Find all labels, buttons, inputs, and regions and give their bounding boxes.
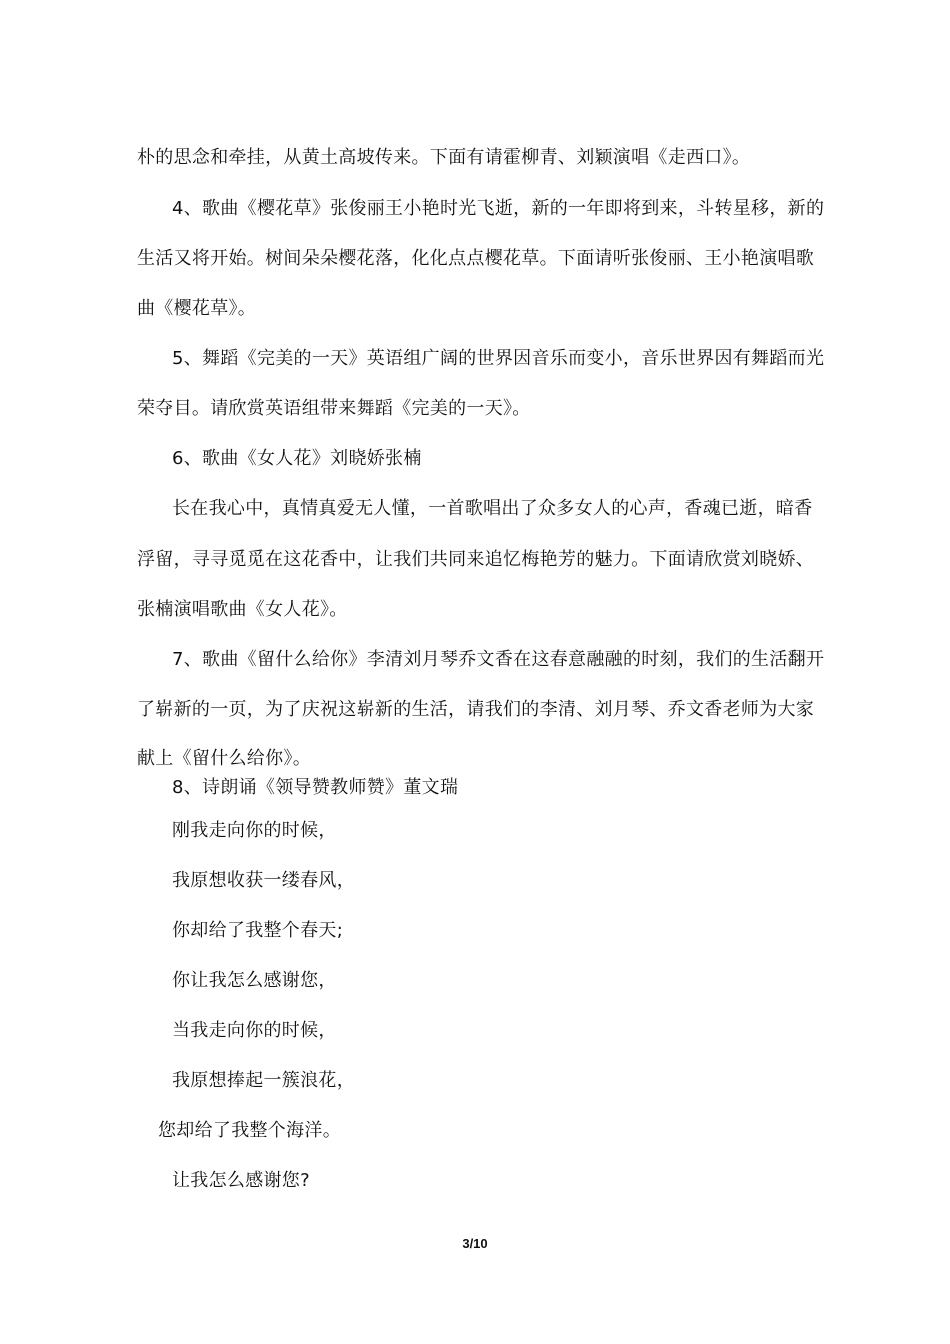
text-line: 朴的思念和牵挂，从黄土高坡传来。下面有请霍柳青、刘颖演唱《走西口》。 [137,147,751,168]
text-line: 你让我怎么感谢您， [172,970,337,991]
text-line: 张楠演唱歌曲《女人花》。 [137,599,348,620]
text-line: 您却给了我整个海洋。 [158,1120,341,1141]
text-line: 我原想收获一缕春风， [172,870,355,891]
text-line: 让我怎么感谢您? [172,1170,310,1191]
text-line: 6、歌曲《女人花》刘晓娇张楠 [172,448,422,469]
text-line: 4、歌曲《樱花草》张俊丽王小艳时光飞逝，新的一年即将到来，斗转星移，新的 [172,198,825,219]
text-line: 了崭新的一页，为了庆祝这崭新的生活，请我们的李清、刘月琴、乔文香老师为大家 [137,699,815,720]
text-line: 曲《樱花草》。 [137,298,257,319]
text-line: 我原想捧起一簇浪花， [172,1070,355,1091]
page-number: 3/10 [462,1236,488,1251]
text-line: 浮留，寻寻觅觅在这花香中，让我们共同来追忆梅艳芳的魅力。下面请欣赏刘晓娇、 [137,549,815,570]
text-line: 长在我心中，真情真爱无人懂，一首歌唱出了众多女人的心声，香魂已逝，暗香 [172,498,813,519]
text-line: 当我走向你的时候， [172,1020,337,1041]
text-line: 献上《留什么给你》。 [137,748,311,769]
text-line: 你却给了我整个春天; [172,920,344,941]
text-line: 荣夺目。请欣赏英语组带来舞蹈《完美的一天》。 [137,398,531,419]
text-line: 7、歌曲《留什么给你》李清刘月琴乔文香在这春意融融的时刻，我们的生活翻开 [172,649,825,670]
text-line: 生活又将开始。树间朵朵樱花落，化化点点樱花草。下面请听张俊丽、王小艳演唱歌 [137,248,815,269]
text-line: 刚我走向你的时候， [172,820,337,841]
text-line: 8、诗朗诵《领导赞教师赞》董文瑞 [172,777,459,798]
text-line: 5、舞蹈《完美的一天》英语组广阔的世界因音乐而变小，音乐世界因有舞蹈而光 [172,348,825,369]
